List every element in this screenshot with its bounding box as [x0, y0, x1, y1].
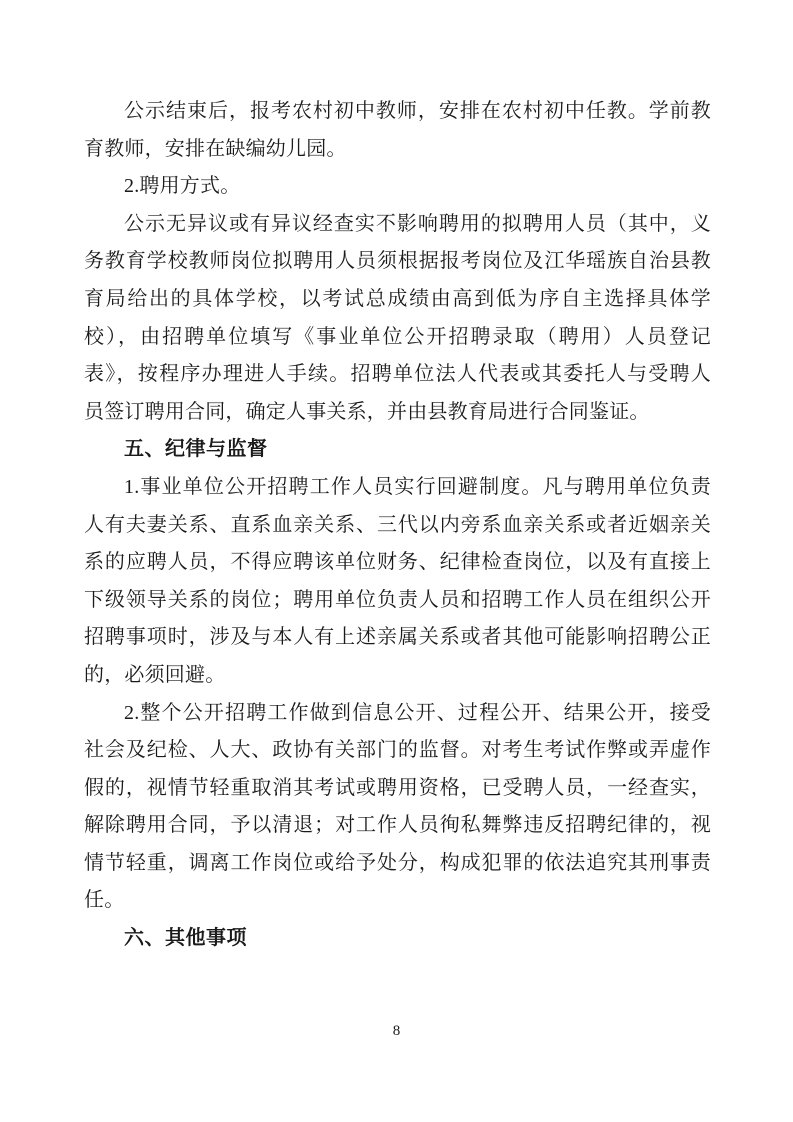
paragraph-4-line-4: 下级领导关系的岗位；聘用单位负责人员和招聘工作人员在组织公开 [84, 588, 711, 611]
paragraph-5-line-6: 任。 [84, 889, 125, 912]
section-heading-other-matters: 六、其他事项 [124, 927, 247, 950]
paragraph-1-line-1: 公示结束后，报考农村初中教师，安排在农村初中任教。学前教 [124, 100, 711, 122]
paragraph-3-line-6: 员签订聘用合同，确定人事关系，并由县教育局进行合同鉴证。 [84, 400, 650, 423]
paragraph-5-line-2: 社会及纪检、人大、政协有关部门的监督。对考生考试作弊或弄虚作 [84, 739, 711, 762]
section-heading-discipline-supervision: 五、纪律与监督 [124, 438, 268, 461]
paragraph-5-line-3: 假的，视情节轻重取消其考试或聘用资格，已受聘人员，一经查实， [84, 776, 711, 799]
paragraph-3-line-3: 育局给出的具体学校，以考试总成绩由高到低为序自主选择具体学 [84, 287, 711, 310]
page-number: 8 [392, 1023, 401, 1039]
paragraph-5-line-1: 2.整个公开招聘工作做到信息公开、过程公开、结果公开，接受 [124, 701, 711, 724]
page-footer [0, 1021, 793, 1041]
paragraph-4-line-5: 招聘事项时，涉及与本人有上述亲属关系或者其他可能影响招聘公正 [84, 626, 711, 649]
paragraph-5-line-4: 解除聘用合同，予以清退；对工作人员徇私舞弊违反招聘纪律的，视 [84, 814, 711, 837]
paragraph-3-line-5: 表》，按程序办理进人手续。招聘单位法人代表或其委托人与受聘人 [84, 363, 711, 386]
paragraph-3-line-1: 公示无异议或有异议经查实不影响聘用的拟聘用人员（其中，义 [124, 212, 711, 235]
paragraph-2-line-1: 2.聘用方式。 [124, 175, 241, 198]
paragraph-3-line-4: 校），由招聘单位填写《事业单位公开招聘录取（聘用）人员登记 [84, 325, 711, 348]
paragraph-5-line-5: 情节轻重，调离工作岗位或给予处分，构成犯罪的依法追究其刑事责 [84, 851, 711, 874]
paragraph-4-line-3: 系的应聘人员，不得应聘该单位财务、纪律检查岗位，以及有直接上 [84, 551, 711, 574]
paragraph-4-line-6: 的，必须回避。 [84, 663, 226, 686]
document-body [84, 93, 711, 958]
paragraph-4-line-1: 1.事业单位公开招聘工作人员实行回避制度。凡与聘用单位负责 [124, 475, 711, 498]
paragraph-3-line-2: 务教育学校教师岗位拟聘用人员须根据报考岗位及江华瑶族自治县教 [84, 250, 711, 273]
paragraph-1-line-2: 育教师，安排在缺编幼儿园。 [84, 137, 347, 160]
paragraph-4-line-2: 人有夫妻关系、直系血亲关系、三代以内旁系血亲关系或者近姻亲关 [84, 513, 711, 536]
